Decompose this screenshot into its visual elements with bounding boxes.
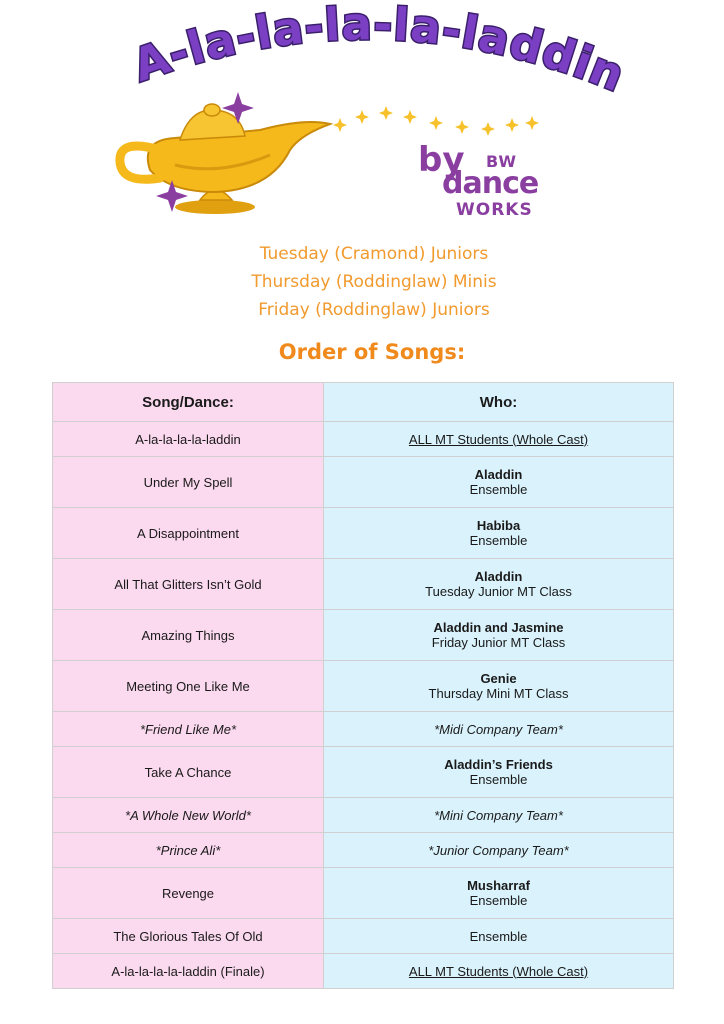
who-main: Musharraf xyxy=(467,878,530,893)
table-row xyxy=(53,610,674,661)
who-cell xyxy=(324,954,674,989)
table-row xyxy=(53,954,674,989)
who-cell xyxy=(324,422,674,457)
table-row xyxy=(53,457,674,508)
songs-table xyxy=(52,382,674,989)
who-main: ALL MT Students (Whole Cast) xyxy=(408,963,589,979)
who-main: Aladdin’s Friends xyxy=(444,757,553,772)
who-sub: Ensemble xyxy=(469,893,528,908)
song-cell: Take A Chance xyxy=(53,747,324,798)
who-cell: *Junior Company Team* xyxy=(324,833,674,868)
who-cell xyxy=(324,747,674,798)
who-cell: *Mini Company Team* xyxy=(324,798,674,833)
who-cell: *Midi Company Team* xyxy=(324,712,674,747)
who-column-header: Who: xyxy=(324,383,674,422)
show-title-logo xyxy=(0,0,724,230)
who-sub: Ensemble xyxy=(469,533,528,548)
who-sub: Thursday Mini MT Class xyxy=(428,686,569,701)
who-cell xyxy=(324,457,674,508)
song-column-header: Song/Dance: xyxy=(53,383,324,422)
brand-logo xyxy=(418,140,568,225)
brand-name-middle: dance xyxy=(442,166,539,201)
brand-name-top: BW xyxy=(486,152,517,171)
who-sub: Ensemble xyxy=(469,772,528,787)
who-sub: Ensemble xyxy=(469,482,528,497)
song-cell: Under My Spell xyxy=(53,457,324,508)
table-row xyxy=(53,833,674,868)
song-cell: *A Whole New World* xyxy=(53,798,324,833)
header xyxy=(0,0,724,230)
who-cell xyxy=(324,610,674,661)
group-line: Tuesday (Cramond) Juniors xyxy=(259,244,489,264)
show-title xyxy=(126,0,632,102)
sparkle-trail-icon xyxy=(333,106,539,136)
table-row xyxy=(53,559,674,610)
song-cell: All That Glitters Isn’t Gold xyxy=(53,559,324,610)
table-row xyxy=(53,712,674,747)
song-cell: A Disappointment xyxy=(53,508,324,559)
show-title-text: A-la-la-la-la-laddin xyxy=(126,0,633,103)
song-cell: A-la-la-la-la-laddin xyxy=(53,422,324,457)
table-row xyxy=(53,508,674,559)
table-row xyxy=(53,422,674,457)
magic-lamp-icon xyxy=(120,104,330,214)
who-main: Aladdin xyxy=(474,467,523,482)
table-row xyxy=(53,798,674,833)
song-cell: The Glorious Tales Of Old xyxy=(53,919,324,954)
who-cell xyxy=(324,508,674,559)
who-main: ALL MT Students (Whole Cast) xyxy=(408,431,589,447)
song-cell: A-la-la-la-la-laddin (Finale) xyxy=(53,954,324,989)
by-label: by xyxy=(418,140,465,180)
table-row xyxy=(53,868,674,919)
table-header-row xyxy=(53,383,674,422)
who-main: Genie xyxy=(480,671,517,686)
section-title: Order of Songs: xyxy=(278,340,466,364)
song-cell: *Friend Like Me* xyxy=(53,712,324,747)
table-row xyxy=(53,661,674,712)
who-cell xyxy=(324,868,674,919)
who-main: Habiba xyxy=(476,518,521,533)
who-main: Aladdin xyxy=(474,569,523,584)
table-row xyxy=(53,919,674,954)
brand-name-bottom: WORKS xyxy=(456,200,533,220)
song-cell: *Prince Ali* xyxy=(53,833,324,868)
group-line: Friday (Roddinglaw) Juniors xyxy=(258,300,490,320)
who-cell xyxy=(324,559,674,610)
class-groups xyxy=(0,240,724,324)
who-cell: Ensemble xyxy=(324,919,674,954)
who-sub: Tuesday Junior MT Class xyxy=(425,584,572,599)
song-cell: Meeting One Like Me xyxy=(53,661,324,712)
song-cell: Revenge xyxy=(53,868,324,919)
who-sub: Friday Junior MT Class xyxy=(431,635,566,650)
song-cell: Amazing Things xyxy=(53,610,324,661)
who-main: Aladdin and Jasmine xyxy=(433,620,564,635)
who-cell xyxy=(324,661,674,712)
table-row xyxy=(53,747,674,798)
group-line: Thursday (Roddinglaw) Minis xyxy=(251,272,497,292)
